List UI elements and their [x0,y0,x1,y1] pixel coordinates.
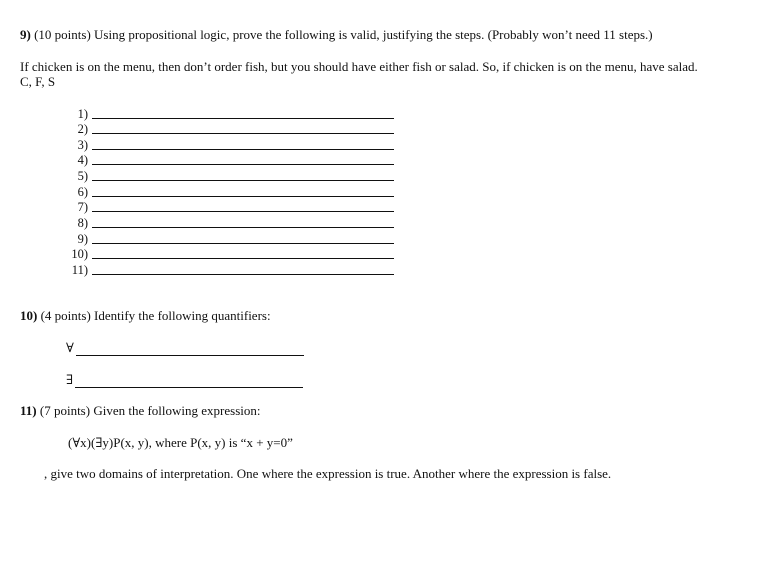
q11-instruction: , give two domains of interpretation. One where the expression is true. Another where the expression is false. [44,466,612,481]
proof-step-row [62,246,88,261]
proof-step-number: 5) [77,169,88,183]
proof-step-row [62,215,88,230]
proof-step-row [62,262,88,277]
q11-header: (7 points) Given the following expression: [39,403,261,418]
proof-step-number: 9) [77,232,88,246]
proof-step-row [62,137,88,152]
q9-variables: C, F, S [20,74,56,89]
proof-step-number: 1) [77,107,88,121]
q11-heading [20,403,260,419]
proof-step-blank[interactable] [92,164,394,165]
q9-number: 9) [20,27,31,42]
q9-header: (10 points) Using propositional logic, prove the following is valid, justifying the steps. (Probably won’t need 11 steps.) [34,27,653,42]
q10-number: 10) [20,308,38,323]
exists-answer-blank[interactable] [75,387,303,388]
proof-step-number: 4) [77,153,88,167]
q10-heading [20,308,271,324]
exists-symbol: ∃ [66,372,74,387]
proof-step-number: 10) [71,247,88,261]
proof-step-blank[interactable] [92,274,394,275]
forall-row [66,340,304,356]
proof-step-blank[interactable] [92,243,394,244]
exists-row [66,372,303,388]
proof-step-blank[interactable] [92,211,394,212]
proof-step-row [62,121,88,136]
q9-heading [20,27,653,43]
q9-statement: If chicken is on the menu, then don’t order fish, but you should have either fish or salad. So, if chicken is on the menu, have salad. [20,59,698,74]
proof-step-row [62,184,88,199]
proof-step-number: 11) [71,263,88,277]
forall-symbol: ∀ [66,340,74,355]
proof-step-row [62,152,88,167]
proof-step-number: 2) [77,122,88,136]
proof-step-number: 7) [77,200,88,214]
proof-step-number: 6) [77,185,88,199]
proof-step-row [62,168,88,183]
proof-step-row [62,231,88,246]
q11-number: 11) [20,403,37,418]
proof-step-row [62,199,88,214]
proof-step-blank[interactable] [92,258,394,259]
proof-step-number: 8) [77,216,88,230]
proof-step-blank[interactable] [92,227,394,228]
proof-step-row [62,106,88,121]
q10-header: (4 points) Identify the following quantifiers: [40,308,271,323]
proof-step-number: 3) [77,138,88,152]
q11-expression: (∀x)(∃y)P(x, y), where P(x, y) is “x + y=0” [68,435,293,450]
proof-step-blank[interactable] [92,133,394,134]
proof-step-blank[interactable] [92,118,394,119]
proof-step-blank[interactable] [92,196,394,197]
proof-step-blank[interactable] [92,180,394,181]
forall-answer-blank[interactable] [76,355,304,356]
proof-step-blank[interactable] [92,149,394,150]
